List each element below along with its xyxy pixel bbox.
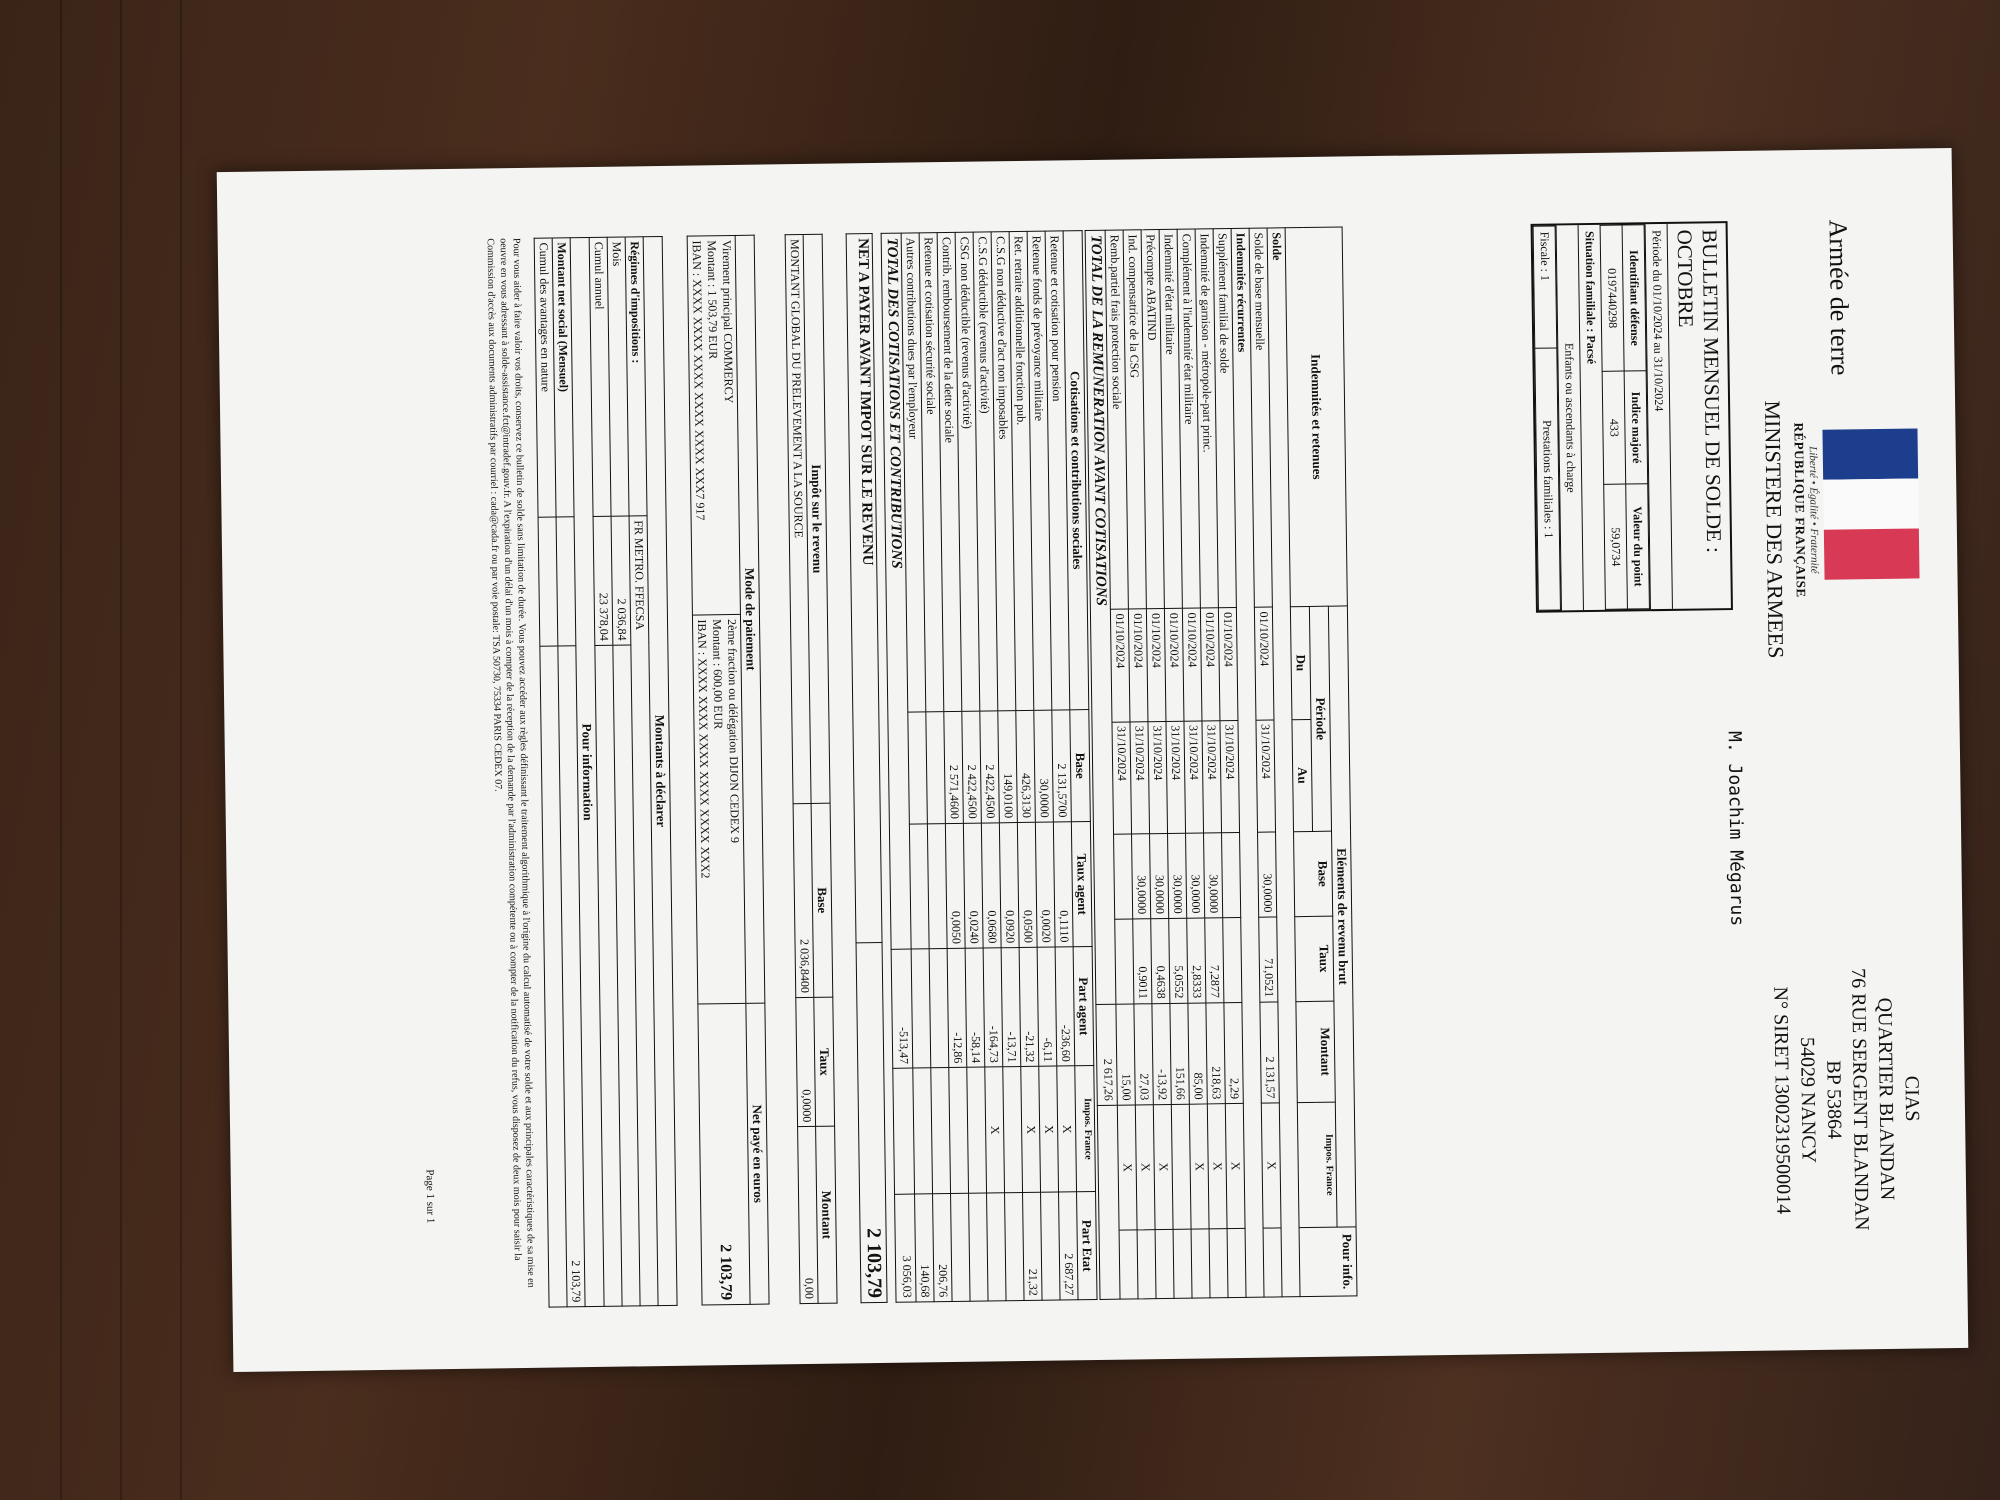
- regimes-value: FR METRO. FFECSA: [629, 516, 658, 1306]
- virement-label: Virement principal COMMERCY: [719, 239, 736, 404]
- col-impot-montant: Montant: [816, 1126, 837, 1303]
- total-remuneration-value: 2 617,26: [1096, 1004, 1117, 1106]
- virement-iban: IBAN : XXXX XXXX XXXX XXXX XXXX XXX7 917: [689, 240, 708, 521]
- revenu-cell-montant: 27,03: [1134, 1003, 1153, 1105]
- cotisation-cell-impos: [1003, 1067, 1023, 1193]
- indice-value: 433: [1602, 371, 1626, 484]
- revenu-cell-base: [1114, 834, 1133, 919]
- revenu-cell-taux: 71,0521: [1259, 917, 1278, 1002]
- revenu-cell-impos: [1171, 1104, 1191, 1229]
- revenu-cell-info: [1209, 1229, 1228, 1298]
- cotisation-cell-part: [929, 949, 949, 1069]
- fiscale: Fiscale : 1: [1533, 226, 1557, 348]
- revenu-cell-info: [1119, 1230, 1138, 1299]
- col-info: Pour info.: [1299, 1227, 1357, 1297]
- revenu-cell-taux: [1223, 917, 1242, 1002]
- revenu-cell-base: 30,0000: [1204, 833, 1223, 918]
- revenu-cell-montant: -13,92: [1152, 1003, 1171, 1105]
- revenu-cell-impos: X: [1189, 1104, 1209, 1229]
- republique-logo: [1790, 408, 1920, 610]
- cotisation-cell-label: Contrib. remboursement de la dette sociale: [937, 232, 962, 711]
- document-paper: [217, 148, 1969, 1372]
- footer-legal-text: Pour vous aider à faire valoir vos droits, conservez ce bulletin de solde sans limitation de durée. Vous pouvez accéder aux règles définissant le traitement algorithmique à l'origine du calcul automatisé de votre solde et aux principales caractéristiques de sa mise en oeuvre en vous adressant à solde-assistance.fct@intradef.gouv.fr. A l'expiration d'un délai d'un mois à compter de la réception de la demande par l'administration compétente ou à compter de la notification du refus, vous disposez de deux mois pour saisir la Commission d'accès aux documents administratifs par courriel : cada@cada.fr ou par voie postale: TSA 50730, 75334 PARIS CEDEX 07.: [484, 237, 537, 1288]
- cotisation-cell-etat: [969, 1193, 989, 1301]
- bulletin-period: Période du 01/10/2024 au 31/10/2024: [1645, 224, 1672, 609]
- info-title: Pour information: [570, 237, 604, 1306]
- cotisation-cell-etat: [1041, 1192, 1061, 1300]
- cotisation-cell-impos: [949, 1068, 969, 1194]
- revenu-cell-info: [1191, 1229, 1210, 1298]
- mois-value: 2 036,84: [611, 516, 631, 645]
- cotisation-cell-taux: [927, 824, 947, 949]
- prestations: Prestations familiales : 1: [1535, 348, 1561, 610]
- cotisation-cell-etat: [987, 1193, 1007, 1301]
- paiement-principal: [687, 235, 740, 615]
- col-du: Du: [1290, 606, 1311, 719]
- marianne-logo-icon: [1822, 428, 1919, 579]
- net-table: [846, 233, 888, 1303]
- cumul-label: Cumul annuel: [589, 237, 611, 516]
- cotisation-cell-base: [926, 712, 946, 824]
- paiement-table: [687, 235, 770, 1306]
- col-montant: Montant: [1296, 1001, 1335, 1103]
- cotisation-cell-base: 2 131,5700: [1052, 710, 1072, 822]
- net-social-value: 2 103,79: [558, 646, 585, 1307]
- montants-table: [534, 236, 678, 1308]
- revenu-cell-base: 30,0000: [1186, 833, 1205, 918]
- cotisation-cell-base: 2 422,4500: [962, 711, 982, 823]
- revenu-cell-au: 31/10/2024: [1202, 720, 1222, 833]
- revenu-cell-montant: 218,63: [1206, 1002, 1225, 1104]
- col-cotis-taux: Taux agent: [1071, 822, 1092, 947]
- revenu-cell-taux: 7,2877: [1205, 918, 1224, 1003]
- cotisation-cell-etat: [951, 1193, 971, 1301]
- revenu-cell-info: [1227, 1228, 1246, 1297]
- cotisation-cell-base: [908, 712, 928, 824]
- bulletin-title: BULLETIN MENSUEL DE SOLDE : OCTOBRE: [1667, 223, 1731, 609]
- mois-label: Mois: [607, 237, 629, 516]
- col-indemnites: Indemnités et retenues: [1285, 227, 1347, 607]
- cotisation-cell-impos: X: [1021, 1067, 1041, 1193]
- address-quartier: QUARTIER BLANDAN: [1873, 997, 1899, 1201]
- col-impos: Impos. France: [1297, 1102, 1337, 1227]
- enfants-label: Enfants ou ascendants à charge: [1556, 225, 1583, 610]
- revenu-cell-au: 31/10/2024: [1220, 720, 1240, 833]
- revenu-group-label: Indemnités récurrentes: [1231, 228, 1264, 1297]
- address-bp: BP 53864: [1822, 1060, 1846, 1140]
- revenu-cell-montant: 15,00: [1116, 1004, 1135, 1106]
- cotisation-cell-part: -21,32: [1019, 947, 1039, 1067]
- revenu-cell-taux: 0,4638: [1151, 918, 1170, 1003]
- revenu-cell-au: 31/10/2024: [1166, 721, 1186, 834]
- fraction-iban: IBAN : XXXX XXXX XXXX XXXX XXXX XXX2: [695, 619, 713, 879]
- indice-label: Indice majoré: [1624, 371, 1648, 484]
- employer-address: [1766, 908, 1927, 1290]
- point-value: 59,0734: [1604, 484, 1628, 609]
- col-impot-base: Base: [811, 803, 833, 997]
- revenu-cell-du: 01/10/2024: [1254, 607, 1274, 720]
- cotisation-cell-part: -6,11: [1037, 947, 1057, 1067]
- revenu-cell-impos: X: [1207, 1104, 1227, 1229]
- regimes-label: Régimes d'impositions :: [625, 237, 647, 516]
- cotisation-cell-taux: 0,0240: [963, 823, 983, 948]
- revenu-cell-impos: X: [1117, 1105, 1137, 1230]
- impot-row-label: MONTANT GLOBAL DU PRELEVEMENT A LA SOURCE: [785, 234, 811, 803]
- cotisation-cell-taux: 0,0920: [999, 823, 1019, 948]
- col-cotisations: Cotisations et contributions sociales: [1063, 231, 1089, 710]
- total-cotisations-label: TOTAL DES COTISATIONS ET CONTRIBUTIONS: [881, 233, 911, 949]
- cotisation-cell-etat: 206,76: [933, 1194, 953, 1302]
- cotisation-cell-base: 426,3130: [1016, 710, 1036, 822]
- revenu-group-label: Solde: [1267, 228, 1300, 1297]
- col-cotis-impos: Impos. France: [1075, 1066, 1096, 1192]
- revenu-cell-taux: [1115, 919, 1134, 1004]
- address-street: 76 RUE SERGENT BLANDAN: [1846, 967, 1873, 1231]
- revenu-cell-montant: 151,66: [1170, 1003, 1189, 1105]
- revenu-cell-label: Indemnité d'état militaire: [1159, 229, 1182, 608]
- revenu-cell-taux: 2,8333: [1187, 918, 1206, 1003]
- cotisation-cell-part: -236,60: [1055, 947, 1075, 1067]
- cotisation-cell-base: 149,0100: [998, 711, 1018, 823]
- revenu-cell-base: 30,0000: [1258, 832, 1277, 917]
- cotisations-table: [881, 230, 1098, 1303]
- revenu-cell-info: [1173, 1229, 1192, 1298]
- paiement-fraction: [692, 614, 745, 1004]
- revenu-cell-base: [1222, 832, 1241, 917]
- page-number: Page 1 sur 1: [423, 1169, 437, 1224]
- cotisation-cell-impos: X: [1057, 1066, 1077, 1192]
- virement-montant: Montant : 1 503,79 EUR: [704, 240, 721, 360]
- cotisation-cell-taux: 0,0500: [1017, 822, 1037, 947]
- revenu-cell-du: 01/10/2024: [1182, 608, 1202, 721]
- impot-base: 2 036,8400: [793, 803, 814, 997]
- revenu-cell-du: 01/10/2024: [1146, 608, 1166, 721]
- revenu-cell-base: 30,0000: [1168, 833, 1187, 918]
- total-cotisations-etat: 3 056,03: [895, 1194, 917, 1302]
- revenu-cell-label: Précompte ABATIND: [1141, 230, 1164, 609]
- revenu-table: [1085, 226, 1358, 1299]
- col-cotis-base: Base: [1070, 710, 1091, 822]
- montants-title: Montants à déclarer: [643, 236, 677, 1305]
- net-value: 2 103,79: [856, 942, 887, 1302]
- net-social-label: Montant net social (Mensuel): [552, 238, 574, 517]
- cotisation-cell-etat: 140,68: [915, 1194, 935, 1302]
- cotisation-cell-label: C.S.G déductible (revenus d'activité): [973, 232, 998, 711]
- cotisation-cell-label: Retenue et cotisation sécurité sociale: [919, 233, 944, 712]
- cotisation-cell-label: C.S.G non déductive d'act non imposables: [991, 232, 1016, 711]
- revenu-cell-du: 01/10/2024: [1200, 608, 1220, 721]
- cotisation-cell-impos: [967, 1067, 987, 1193]
- situation: Situation familiale : Pacsé: [1578, 225, 1605, 610]
- revenu-cell-montant: 85,00: [1188, 1003, 1207, 1105]
- revenu-cell-label: Supplément familial de solde: [1213, 229, 1236, 608]
- net-paye-value: 2 103,79: [698, 1003, 750, 1305]
- republic-label: RÉPUBLIQUE FRANÇAISE: [1791, 422, 1809, 598]
- revenu-cell-label: Ind. compensatrice de la CSG: [1123, 230, 1146, 609]
- cotisation-cell-impos: [913, 1068, 933, 1194]
- impot-taux: 0,0000: [796, 997, 816, 1127]
- cotisation-cell-label: Retenue fonds de prévoyance militaire: [1027, 231, 1052, 710]
- cotisation-cell-label: Retenue et cotisation pour pension: [1045, 231, 1070, 710]
- revenu-cell-info: [1263, 1228, 1282, 1297]
- payslip-page: [217, 148, 1969, 1372]
- avantages-label: Cumul des avantages en nature: [534, 238, 556, 517]
- cotisation-cell-etat: 2 687,27: [1059, 1192, 1079, 1300]
- revenu-cell-impos: X: [1153, 1104, 1173, 1229]
- point-label: Valeur du point: [1626, 484, 1650, 609]
- cotisation-cell-taux: 0,1110: [1053, 822, 1073, 947]
- revenu-cell-impos: X: [1225, 1103, 1245, 1228]
- employee-name: M. Joachim Mégarus: [1723, 730, 1748, 927]
- col-impot: Impôt sur le revenu: [803, 234, 830, 803]
- cotisation-cell-label: CSG non déductible (revenus d'activité): [955, 232, 980, 711]
- cotisation-cell-part: -58,14: [965, 948, 985, 1068]
- revenu-cell-impos: X: [1135, 1105, 1155, 1230]
- fraction-label: 2ème fraction ou délégation DIJON CEDEX 9: [724, 618, 743, 844]
- cotisation-cell-base: 2 422,4500: [980, 711, 1000, 823]
- cotisation-cell-etat: 21,32: [1023, 1192, 1043, 1300]
- revenu-cell-info: [1155, 1229, 1174, 1298]
- motto: Liberté • Égalité • Fraternité: [1806, 446, 1821, 574]
- cotisation-cell-impos: X: [1039, 1066, 1059, 1192]
- address-city: 54029 NANCY: [1795, 1036, 1820, 1164]
- net-paye-title: Net payé en euros: [746, 1003, 769, 1304]
- cotisation-cell-taux: [909, 824, 929, 949]
- revenu-cell-taux: 0,9011: [1133, 919, 1152, 1004]
- address-siret: N° SIRET 13002319500014: [1769, 986, 1795, 1215]
- revenu-cell-au: 31/10/2024: [1112, 721, 1132, 834]
- cotisation-cell-etat: [1005, 1193, 1025, 1301]
- section-revenu: Eléments de revenu brut: [1328, 606, 1356, 1227]
- col-cotis-part: Part agent: [1073, 947, 1094, 1067]
- cotisation-cell-part: [911, 949, 931, 1069]
- bulletin-box: [1531, 221, 1733, 613]
- col-au: Au: [1292, 719, 1313, 832]
- total-remuneration-label: TOTAL DE LA REMUNERATION AVANT COTISATIONS: [1085, 230, 1116, 1004]
- col-base: Base: [1294, 831, 1333, 916]
- revenu-cell-du: 01/10/2024: [1110, 609, 1130, 722]
- cotisation-cell-part: -13,71: [1001, 948, 1021, 1068]
- paiement-title: Mode de paiement: [735, 235, 765, 1003]
- cotisation-cell-base: 30,0000: [1034, 710, 1054, 822]
- revenu-cell-base: 30,0000: [1150, 833, 1169, 918]
- col-cotis-etat: Part Etat: [1077, 1192, 1098, 1300]
- total-cotisations-part: -513,47: [891, 949, 913, 1069]
- col-periode: Période: [1309, 606, 1331, 831]
- cotisation-cell-taux: 0,0020: [1035, 822, 1055, 947]
- cotisation-cell-taux: 0,0050: [945, 823, 965, 948]
- revenu-cell-impos: X: [1261, 1103, 1281, 1228]
- revenu-cell-taux: 5,0552: [1169, 918, 1188, 1003]
- cotisation-cell-base: 2 571,4600: [944, 711, 964, 823]
- revenu-cell-label: Remb.partiel frais protection sociale: [1105, 230, 1128, 609]
- revenu-cell-label: Complément à l'indemnité état militaire: [1177, 229, 1200, 608]
- net-label: NET A PAYER AVANT IMPOT SUR LE REVENU: [846, 234, 882, 943]
- cotisation-cell-label: Ret. retraite additionnelle fonction pub.: [1009, 231, 1034, 710]
- impot-table: [785, 234, 838, 1304]
- impot-montant: 0,00: [798, 1127, 818, 1304]
- revenu-cell-montant: 2,29: [1224, 1002, 1243, 1104]
- revenu-cell-label: Solde de base mensuelle: [1249, 228, 1272, 607]
- revenu-cell-du: 01/10/2024: [1218, 607, 1238, 720]
- cotisation-cell-part: -164,73: [983, 948, 1003, 1068]
- cotisation-cell-part: -12,86: [947, 948, 967, 1068]
- cotisation-cell-label: Autres contributions dues par l'employeur: [901, 233, 926, 712]
- revenu-cell-au: 31/10/2024: [1256, 719, 1276, 832]
- id-value: 0197440298: [1600, 225, 1624, 371]
- id-label: Identifiant défense: [1622, 225, 1646, 371]
- col-taux: Taux: [1295, 916, 1334, 1001]
- revenu-cell-label: Indemnité de garnison - métropole-part princ.: [1195, 229, 1218, 608]
- revenu-cell-du: 01/10/2024: [1128, 609, 1148, 722]
- revenu-cell-au: 31/10/2024: [1148, 721, 1168, 834]
- revenu-cell-au: 31/10/2024: [1130, 721, 1150, 834]
- cotisation-cell-taux: 0,0680: [981, 823, 1001, 948]
- bulletin-id-table: [1600, 224, 1650, 610]
- revenu-cell-info: [1137, 1230, 1156, 1299]
- cumul-value: 23 378,04: [593, 516, 613, 645]
- col-impot-taux: Taux: [814, 997, 835, 1127]
- revenu-cell-du: 01/10/2024: [1164, 608, 1184, 721]
- revenu-cell-base: 30,0000: [1132, 834, 1151, 919]
- ministry-title: MINISTERE DES ARMEES: [1760, 400, 1789, 659]
- fraction-montant: Montant : 600,00 EUR: [709, 619, 726, 730]
- cotisation-cell-impos: [931, 1068, 951, 1194]
- revenu-cell-au: 31/10/2024: [1184, 720, 1204, 833]
- cotisation-cell-impos: X: [985, 1067, 1005, 1193]
- unit-name: Armée de terre: [1823, 219, 1855, 376]
- revenu-cell-montant: 2 131,57: [1260, 1002, 1279, 1104]
- address-org: CIAS: [1900, 1075, 1924, 1122]
